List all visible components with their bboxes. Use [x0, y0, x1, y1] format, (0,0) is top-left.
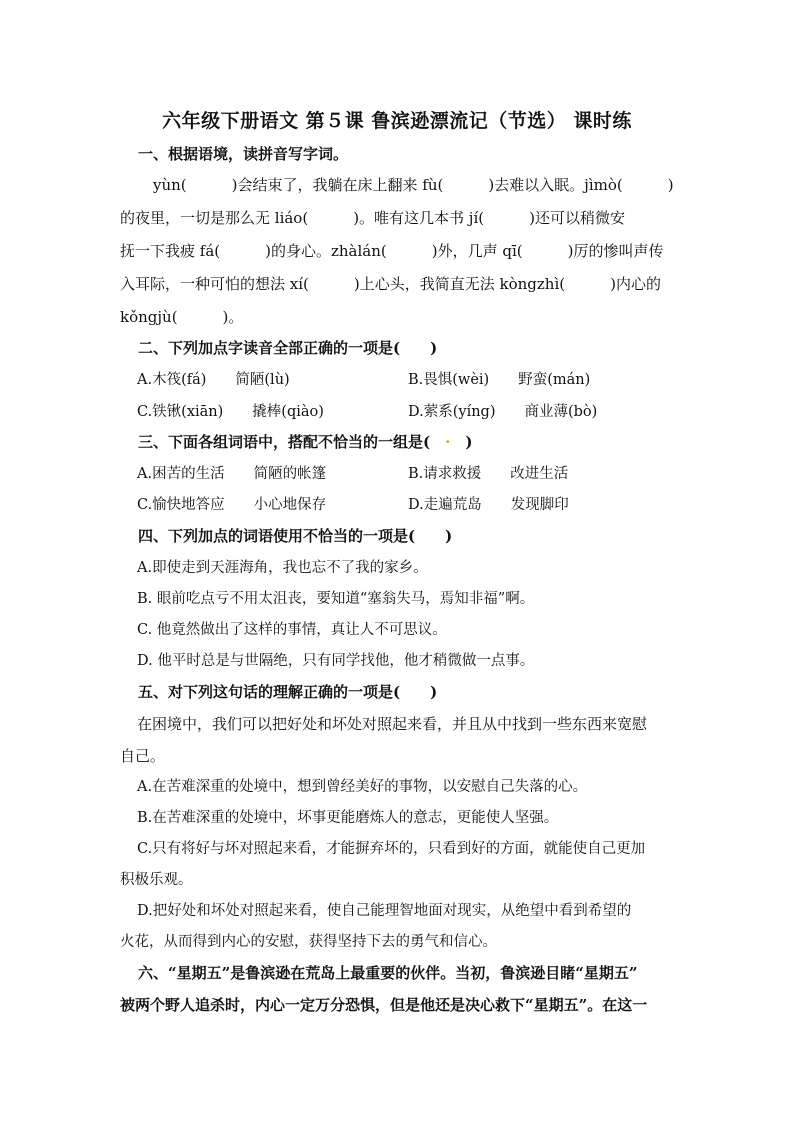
- q3-option-b: B.请求救援 改进生活: [408, 466, 569, 482]
- q1-line-4: 入耳际，一种可怕的想法 xí( )上心头，我简直无法 kòngzhì( )内心的: [120, 275, 661, 293]
- q1-line-1: yùn( )会结束了，我躺在床上翻来 fù( )去难以入眠。jìmò( ): [153, 176, 674, 194]
- q3-heading-end: ): [450, 433, 473, 451]
- q2-option-d: D.萦系(yíng) 商业薄(bò): [408, 404, 598, 420]
- q4-heading: 四、下列加点的词语使用不恰当的一项是( ): [138, 527, 453, 545]
- q5-heading: 五、对下列这句话的理解正确的一项是( ): [138, 683, 438, 701]
- page-title: 六年级下册语文 第５课 鲁滨逊漂流记（节选） 课时练: [162, 110, 632, 132]
- q5-option-d-line-1: D.把好处和坏处对照起来看，使自己能理智地面对现实，从绝望中看到希望的: [137, 903, 632, 919]
- q5-stem-line-1: 在困境中，我们可以把好处和坏处对照起来看，并且从中找到一些东西来宽慰: [137, 715, 648, 733]
- q6-line-2: 被两个野人追杀时，内心一定万分恐惧，但是他还是决心救下“星期五”。在这一: [120, 996, 648, 1014]
- q5-option-c-line-2: 积极乐观。: [120, 872, 193, 888]
- q4-option-a: A.即使走到天涯海角，我也忘不了我的家乡。: [137, 560, 428, 576]
- q5-option-c-line-1: C.只有将好与坏对照起来看，才能摒弃坏的，只看到好的方面，就能使自己更加: [137, 841, 646, 857]
- q3-option-a: A.困苦的生活 简陋的帐篷: [137, 466, 327, 482]
- q3-heading: [138, 432, 472, 452]
- q3-option-c: C.愉快地答应 小心地保存: [137, 497, 327, 513]
- q5-option-d-line-2: 火花，从而得到内心的安慰，获得坚持下去的勇气和信心。: [120, 934, 497, 950]
- q4-option-c: C. 他竟然做出了这样的事情，真让人不可思议。: [137, 622, 447, 638]
- q5-option-b: B.在苦难深重的处境中，坏事更能磨炼人的意志，更能使人坚强。: [137, 810, 559, 826]
- q1-line-5: kǒngjù( )。: [120, 308, 244, 326]
- q1-heading: 一、根据语境，读拼音写字词。: [138, 145, 349, 163]
- q2-option-c: C.铁锹(xiān) 撬棒(qiào): [137, 404, 324, 420]
- q2-option-a: A.木筏(fá) 简陋(lù): [137, 372, 290, 388]
- q4-option-b: B. 眼前吃点亏不用太沮丧，要知道“塞翁失马，焉知非福”啊。: [137, 591, 535, 607]
- q3-heading-dot: ·: [445, 433, 451, 451]
- q5-stem-line-2: 自己。: [120, 747, 166, 765]
- q4-option-d: D. 他平时总是与世隔绝，只有同学找他，他才稍微做一点事。: [137, 653, 535, 669]
- q3-option-d: D.走遍荒岛 发现脚印: [408, 497, 569, 513]
- q3-heading-text: 三、下面各组词语中，搭配不恰当的一组是(: [138, 433, 446, 451]
- q1-line-2: 的夜里，一切是那么无 liáo( )。唯有这几本书 jí( )还可以稍微安: [120, 209, 625, 227]
- q2-option-b: B.畏惧(wèi) 野蛮(mán): [408, 372, 591, 388]
- q5-option-a: A.在苦难深重的处境中，想到曾经美好的事物，以安慰自己失落的心。: [137, 779, 588, 795]
- q2-heading: 二、下列加点字读音全部正确的一项是( ): [138, 339, 438, 357]
- q1-line-3: 抚一下我疲 fá( )的身心。zhàlán( )外，几声 qī( )厉的惨叫声传: [120, 242, 664, 260]
- q6-line-1: 六、“星期五”是鲁滨逊在荒岛上最重要的伙伴。当初，鲁滨逊目睹“星期五”: [138, 964, 638, 982]
